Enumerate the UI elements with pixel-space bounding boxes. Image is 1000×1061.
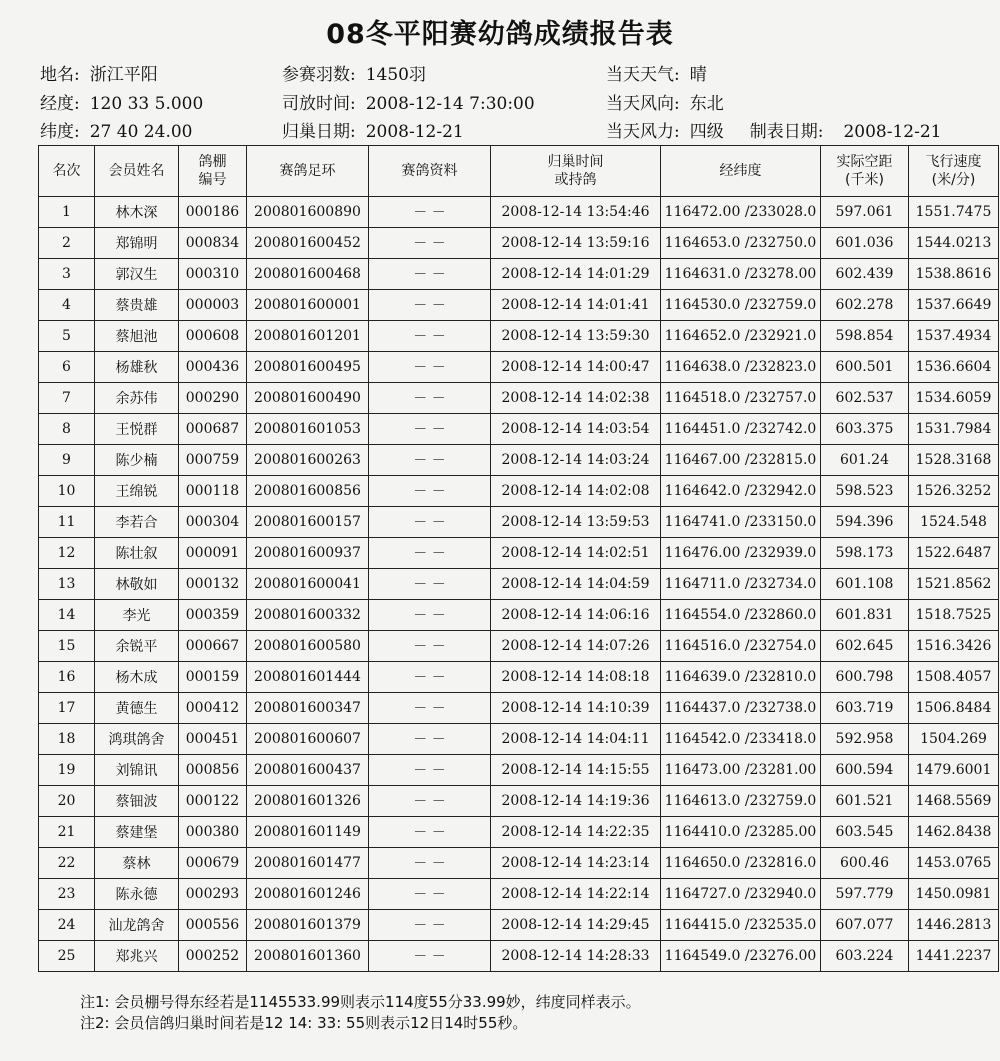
coordinates-cell: 116472.00 /233028.0: [661, 197, 821, 228]
speed-cell: 1446.2813: [909, 910, 999, 941]
loft-number-cell: 000834: [179, 228, 247, 259]
longitude-value: 120 33 5.000: [89, 94, 204, 114]
speed-cell: 1450.0981: [909, 879, 999, 910]
loft-number-cell: 000412: [179, 693, 247, 724]
table-row: [39, 910, 999, 941]
place-info: [40, 60, 158, 85]
member-name-cell: 王悦群: [95, 414, 179, 445]
speed-cell: 1551.7475: [909, 197, 999, 228]
rank-cell: 10: [39, 476, 95, 507]
longitude-info: [40, 89, 203, 114]
pigeon-info-cell: － －: [369, 507, 491, 538]
return-time-cell: 2008-12-14 14:03:54: [491, 414, 661, 445]
ring-number-cell: 200801600856: [247, 476, 369, 507]
table-row: [39, 879, 999, 910]
table-row: [39, 538, 999, 569]
rank-cell: 5: [39, 321, 95, 352]
ring-number-cell: 200801600437: [247, 755, 369, 786]
loft-number-cell: 000159: [179, 662, 247, 693]
speed-cell: 1531.7984: [909, 414, 999, 445]
rank-cell: 2: [39, 228, 95, 259]
distance-cell: 600.501: [821, 352, 909, 383]
ring-number-cell: 200801600890: [247, 197, 369, 228]
member-name-cell: 刘锦讯: [95, 755, 179, 786]
coordinates-cell: 116473.00 /23281.00: [661, 755, 821, 786]
distance-cell: 601.831: [821, 600, 909, 631]
rank-cell: 7: [39, 383, 95, 414]
member-name-cell: 李若合: [95, 507, 179, 538]
rank-cell: 4: [39, 290, 95, 321]
report-title: 08冬平阳赛幼鸽成绩报告表: [326, 19, 674, 50]
table-row: [39, 476, 999, 507]
table-row: [39, 724, 999, 755]
footnote-1: 注1: 会员棚号得东经若是1145533.99则表示114度55分33.99妙，纬度同样表示。: [80, 993, 641, 1011]
member-name-cell: 汕龙鸽舍: [95, 910, 179, 941]
loft-number-cell: 000856: [179, 755, 247, 786]
return-time-cell: 2008-12-14 14:00:47: [491, 352, 661, 383]
return-date-info: [282, 117, 464, 142]
pigeon-info-cell: － －: [369, 600, 491, 631]
distance-cell: 598.173: [821, 538, 909, 569]
rank-cell: 20: [39, 786, 95, 817]
table-row: [39, 817, 999, 848]
pigeon-info-header: 赛鸽资料: [369, 146, 491, 197]
coordinates-cell: 1164516.0 /232754.0: [661, 631, 821, 662]
wind-force-value: 四级: [689, 122, 724, 142]
return-date-value: 2008-12-21: [365, 122, 464, 142]
loft-number-cell: 000310: [179, 259, 247, 290]
rank-cell: 3: [39, 259, 95, 290]
coordinates-cell: 1164554.0 /232860.0: [661, 600, 821, 631]
coordinates-cell: 1164631.0 /23278.00: [661, 259, 821, 290]
pigeon-info-cell: － －: [369, 693, 491, 724]
pigeon-info-cell: － －: [369, 383, 491, 414]
wind-direction-value: 东北: [689, 94, 724, 114]
loft-number-cell: 000304: [179, 507, 247, 538]
pigeon-info-cell: － －: [369, 290, 491, 321]
rank-cell: 21: [39, 817, 95, 848]
rank-cell: 25: [39, 941, 95, 972]
pigeon-info-cell: － －: [369, 817, 491, 848]
pigeon-info-cell: － －: [369, 569, 491, 600]
member-name-cell: 林木深: [95, 197, 179, 228]
return-time-cell: 2008-12-14 14:04:59: [491, 569, 661, 600]
table-row: [39, 197, 999, 228]
distance-cell: 598.854: [821, 321, 909, 352]
pigeon-info-cell: － －: [369, 755, 491, 786]
ring-number-cell: 200801601379: [247, 910, 369, 941]
return-time-cell: 2008-12-14 13:54:46: [491, 197, 661, 228]
rank-cell: 9: [39, 445, 95, 476]
loft-number-cell: 000679: [179, 848, 247, 879]
latitude-label: 纬度:: [40, 122, 80, 142]
return-time-cell: 2008-12-14 14:28:33: [491, 941, 661, 972]
place-label: 地名:: [40, 65, 80, 85]
table-row: [39, 600, 999, 631]
member-name-cell: 王绵锐: [95, 476, 179, 507]
ring-number-cell: 200801601360: [247, 941, 369, 972]
pigeon-info-cell: － －: [369, 259, 491, 290]
return-time-cell: 2008-12-14 14:15:55: [491, 755, 661, 786]
member-name-header: 会员姓名: [95, 146, 179, 197]
loft-number-cell: 000186: [179, 197, 247, 228]
table-row: [39, 507, 999, 538]
pigeon-info-cell: － －: [369, 879, 491, 910]
wind-force-label: 当天风力:: [606, 122, 680, 142]
distance-cell: 602.645: [821, 631, 909, 662]
member-name-cell: 鸿琪鸽舍: [95, 724, 179, 755]
coordinates-cell: 1164437.0 /232738.0: [661, 693, 821, 724]
table-row: [39, 228, 999, 259]
rank-cell: 24: [39, 910, 95, 941]
ring-number-cell: 200801600001: [247, 290, 369, 321]
ring-number-cell: 200801600157: [247, 507, 369, 538]
distance-cell: 600.46: [821, 848, 909, 879]
pigeon-info-cell: － －: [369, 662, 491, 693]
loft-number-cell: 000436: [179, 352, 247, 383]
weather-label: 当天天气:: [606, 65, 680, 85]
loft-number-cell: 000687: [179, 414, 247, 445]
return-time-cell: 2008-12-14 14:02:51: [491, 538, 661, 569]
rank-cell: 1: [39, 197, 95, 228]
coordinates-cell: 1164727.0 /232940.0: [661, 879, 821, 910]
table-row: [39, 383, 999, 414]
return-time-cell: 2008-12-14 14:02:08: [491, 476, 661, 507]
coordinates-cell: 1164415.0 /232535.0: [661, 910, 821, 941]
rank-cell: 18: [39, 724, 95, 755]
weather-value: 晴: [689, 65, 707, 85]
coordinates-cell: 1164639.0 /232810.0: [661, 662, 821, 693]
coordinates-cell: 1164613.0 /232759.0: [661, 786, 821, 817]
pigeon-info-cell: － －: [369, 476, 491, 507]
speed-cell: 1544.0213: [909, 228, 999, 259]
member-name-cell: 余锐平: [95, 631, 179, 662]
pigeon-info-cell: － －: [369, 228, 491, 259]
table-row: [39, 662, 999, 693]
table-row: [39, 848, 999, 879]
coordinates-header: 经纬度: [661, 146, 821, 197]
longitude-label: 经度:: [40, 94, 80, 114]
member-name-cell: 陈壮叙: [95, 538, 179, 569]
return-time-header: 归巢时间 或持鸽: [491, 146, 661, 197]
coordinates-cell: 116476.00 /232939.0: [661, 538, 821, 569]
ring-number-cell: 200801600468: [247, 259, 369, 290]
member-name-cell: 陈少楠: [95, 445, 179, 476]
coordinates-cell: 1164650.0 /232816.0: [661, 848, 821, 879]
return-time-cell: 2008-12-14 14:04:11: [491, 724, 661, 755]
coordinates-cell: 1164518.0 /232757.0: [661, 383, 821, 414]
count-info: [282, 60, 426, 85]
table-row: [39, 693, 999, 724]
pigeon-info-cell: － －: [369, 352, 491, 383]
distance-cell: 603.719: [821, 693, 909, 724]
distance-cell: 597.779: [821, 879, 909, 910]
member-name-cell: 林敬如: [95, 569, 179, 600]
weather-info: [606, 60, 707, 85]
return-time-cell: 2008-12-14 14:03:24: [491, 445, 661, 476]
table-body: [39, 197, 999, 972]
speed-cell: 1518.7525: [909, 600, 999, 631]
distance-cell: 601.24: [821, 445, 909, 476]
member-name-cell: 蔡贵雄: [95, 290, 179, 321]
return-time-cell: 2008-12-14 14:29:45: [491, 910, 661, 941]
return-time-cell: 2008-12-14 14:06:16: [491, 600, 661, 631]
return-time-cell: 2008-12-14 14:01:41: [491, 290, 661, 321]
ring-number-cell: 200801600263: [247, 445, 369, 476]
member-name-cell: 蔡钿波: [95, 786, 179, 817]
member-name-cell: 陈永德: [95, 879, 179, 910]
table-row: [39, 631, 999, 662]
speed-cell: 1524.548: [909, 507, 999, 538]
ring-number-cell: 200801600041: [247, 569, 369, 600]
table-row: [39, 786, 999, 817]
ring-number-cell: 200801600607: [247, 724, 369, 755]
count-label: 参赛羽数:: [282, 65, 356, 85]
pigeon-info-cell: － －: [369, 445, 491, 476]
distance-cell: 600.594: [821, 755, 909, 786]
speed-cell: 1453.0765: [909, 848, 999, 879]
rank-cell: 22: [39, 848, 95, 879]
ring-number-cell: 200801600580: [247, 631, 369, 662]
table-row: [39, 290, 999, 321]
speed-cell: 1516.3426: [909, 631, 999, 662]
coordinates-cell: 1164410.0 /23285.00: [661, 817, 821, 848]
distance-cell: 601.521: [821, 786, 909, 817]
loft-number-cell: 000122: [179, 786, 247, 817]
release-label: 司放时间:: [282, 94, 356, 114]
member-name-cell: 郑兆兴: [95, 941, 179, 972]
distance-cell: 602.278: [821, 290, 909, 321]
ring-number-cell: 200801601149: [247, 817, 369, 848]
distance-header: 实际空距 (千米): [821, 146, 909, 197]
distance-cell: 592.958: [821, 724, 909, 755]
speed-cell: 1462.8438: [909, 817, 999, 848]
coordinates-cell: 1164451.0 /232742.0: [661, 414, 821, 445]
distance-cell: 601.036: [821, 228, 909, 259]
pigeon-info-cell: － －: [369, 321, 491, 352]
count-value: 1450羽: [365, 65, 426, 85]
return-time-cell: 2008-12-14 14:02:38: [491, 383, 661, 414]
distance-cell: 598.523: [821, 476, 909, 507]
wind-force-info: [606, 117, 941, 142]
speed-cell: 1441.2237: [909, 941, 999, 972]
ring-number-cell: 200801601477: [247, 848, 369, 879]
release-value: 2008-12-14 7:30:00: [365, 94, 535, 114]
table-row: [39, 321, 999, 352]
coordinates-cell: 1164638.0 /232823.0: [661, 352, 821, 383]
pigeon-info-cell: － －: [369, 910, 491, 941]
table-row: [39, 352, 999, 383]
speed-cell: 1508.4057: [909, 662, 999, 693]
distance-cell: 594.396: [821, 507, 909, 538]
return-time-cell: 2008-12-14 14:22:14: [491, 879, 661, 910]
return-time-cell: 2008-12-14 13:59:53: [491, 507, 661, 538]
return-time-cell: 2008-12-14 14:19:36: [491, 786, 661, 817]
speed-header: 飞行速度 (米/分): [909, 146, 999, 197]
member-name-cell: 郑锦明: [95, 228, 179, 259]
member-name-cell: 蔡林: [95, 848, 179, 879]
pigeon-info-cell: － －: [369, 724, 491, 755]
loft-number-cell: 000380: [179, 817, 247, 848]
speed-cell: 1522.6487: [909, 538, 999, 569]
coordinates-cell: 1164542.0 /233418.0: [661, 724, 821, 755]
return-time-cell: 2008-12-14 13:59:16: [491, 228, 661, 259]
member-name-cell: 蔡旭池: [95, 321, 179, 352]
wind-direction-info: [606, 89, 724, 114]
loft-number-cell: 000556: [179, 910, 247, 941]
rank-cell: 11: [39, 507, 95, 538]
ring-number-cell: 200801600452: [247, 228, 369, 259]
loft-number-cell: 000252: [179, 941, 247, 972]
member-name-cell: 杨雄秋: [95, 352, 179, 383]
distance-cell: 607.077: [821, 910, 909, 941]
return-time-cell: 2008-12-14 14:10:39: [491, 693, 661, 724]
return-time-cell: 2008-12-14 14:23:14: [491, 848, 661, 879]
ring-number-cell: 200801601201: [247, 321, 369, 352]
pigeon-info-cell: － －: [369, 631, 491, 662]
speed-cell: 1537.6649: [909, 290, 999, 321]
return-date-label: 归巢日期:: [282, 122, 356, 142]
speed-cell: 1504.269: [909, 724, 999, 755]
distance-cell: 603.224: [821, 941, 909, 972]
distance-cell: 602.439: [821, 259, 909, 290]
member-name-cell: 李光: [95, 600, 179, 631]
speed-cell: 1468.5569: [909, 786, 999, 817]
loft-number-cell: 000132: [179, 569, 247, 600]
rank-cell: 12: [39, 538, 95, 569]
table-row: [39, 941, 999, 972]
pigeon-info-cell: － －: [369, 786, 491, 817]
latitude-info: [40, 117, 192, 142]
place-value: 浙江平阳: [89, 65, 158, 85]
coordinates-cell: 1164549.0 /23276.00: [661, 941, 821, 972]
pigeon-info-cell: － －: [369, 848, 491, 879]
latitude-value: 27 40 24.00: [89, 122, 193, 142]
member-name-cell: 杨木成: [95, 662, 179, 693]
distance-cell: 597.061: [821, 197, 909, 228]
pigeon-info-cell: － －: [369, 197, 491, 228]
member-name-cell: 蔡建堡: [95, 817, 179, 848]
speed-cell: 1537.4934: [909, 321, 999, 352]
coordinates-cell: 1164652.0 /232921.0: [661, 321, 821, 352]
ring-number-cell: 200801601444: [247, 662, 369, 693]
loft-number-cell: 000451: [179, 724, 247, 755]
wind-direction-label: 当天风向:: [606, 94, 680, 114]
footnotes: [80, 992, 641, 1034]
ring-number-header: 赛鸽足环: [247, 146, 369, 197]
table-header-row: [39, 146, 999, 197]
table-row: [39, 445, 999, 476]
loft-number-cell: 000290: [179, 383, 247, 414]
speed-cell: 1534.6059: [909, 383, 999, 414]
coordinates-cell: 1164642.0 /232942.0: [661, 476, 821, 507]
rank-cell: 23: [39, 879, 95, 910]
ring-number-cell: 200801600495: [247, 352, 369, 383]
member-name-cell: 黄德生: [95, 693, 179, 724]
ring-number-cell: 200801601053: [247, 414, 369, 445]
rank-header: 名次: [39, 146, 95, 197]
speed-cell: 1521.8562: [909, 569, 999, 600]
loft-number-cell: 000608: [179, 321, 247, 352]
pigeon-info-cell: － －: [369, 941, 491, 972]
coordinates-cell: 1164711.0 /232734.0: [661, 569, 821, 600]
release-info: [282, 89, 535, 114]
member-name-cell: 郭汉生: [95, 259, 179, 290]
results-table: [38, 145, 999, 972]
rank-cell: 15: [39, 631, 95, 662]
member-name-cell: 余苏伟: [95, 383, 179, 414]
footnote-2: 注2: 会员信鸽归巢时间若是12 14: 33: 55则表示12日14时55秒。: [80, 1014, 528, 1032]
table-row: [39, 259, 999, 290]
loft-number-cell: 000759: [179, 445, 247, 476]
loft-number-cell: 000667: [179, 631, 247, 662]
rank-cell: 13: [39, 569, 95, 600]
table-row: [39, 755, 999, 786]
speed-cell: 1528.3168: [909, 445, 999, 476]
rank-cell: 17: [39, 693, 95, 724]
ring-number-cell: 200801600937: [247, 538, 369, 569]
ring-number-cell: 200801601246: [247, 879, 369, 910]
loft-number-cell: 000118: [179, 476, 247, 507]
coordinates-cell: 1164653.0 /232750.0: [661, 228, 821, 259]
loft-number-cell: 000359: [179, 600, 247, 631]
speed-cell: 1526.3252: [909, 476, 999, 507]
coordinates-cell: 1164741.0 /233150.0: [661, 507, 821, 538]
speed-cell: 1479.6001: [909, 755, 999, 786]
loft-number-cell: 000293: [179, 879, 247, 910]
table-row: [39, 414, 999, 445]
rank-cell: 19: [39, 755, 95, 786]
return-time-cell: 2008-12-14 14:07:26: [491, 631, 661, 662]
speed-cell: 1506.8484: [909, 693, 999, 724]
loft-number-cell: 000003: [179, 290, 247, 321]
distance-cell: 603.545: [821, 817, 909, 848]
pigeon-info-cell: － －: [369, 414, 491, 445]
return-time-cell: 2008-12-14 14:01:29: [491, 259, 661, 290]
coordinates-cell: 1164530.0 /232759.0: [661, 290, 821, 321]
ring-number-cell: 200801600490: [247, 383, 369, 414]
pigeon-info-cell: － －: [369, 538, 491, 569]
coordinates-cell: 116467.00 /232815.0: [661, 445, 821, 476]
speed-cell: 1538.8616: [909, 259, 999, 290]
rank-cell: 14: [39, 600, 95, 631]
speed-cell: 1536.6604: [909, 352, 999, 383]
rank-cell: 6: [39, 352, 95, 383]
table-row: [39, 569, 999, 600]
distance-cell: 603.375: [821, 414, 909, 445]
ring-number-cell: 200801600347: [247, 693, 369, 724]
loft-number-header: 鸽棚 编号: [179, 146, 247, 197]
rank-cell: 16: [39, 662, 95, 693]
distance-cell: 602.537: [821, 383, 909, 414]
return-time-cell: 2008-12-14 13:59:30: [491, 321, 661, 352]
made-date-value: 2008-12-21: [843, 122, 942, 142]
ring-number-cell: 200801601326: [247, 786, 369, 817]
return-time-cell: 2008-12-14 14:22:35: [491, 817, 661, 848]
rank-cell: 8: [39, 414, 95, 445]
ring-number-cell: 200801600332: [247, 600, 369, 631]
return-time-cell: 2008-12-14 14:08:18: [491, 662, 661, 693]
loft-number-cell: 000091: [179, 538, 247, 569]
distance-cell: 601.108: [821, 569, 909, 600]
made-date-label: 制表日期:: [749, 122, 824, 142]
distance-cell: 600.798: [821, 662, 909, 693]
